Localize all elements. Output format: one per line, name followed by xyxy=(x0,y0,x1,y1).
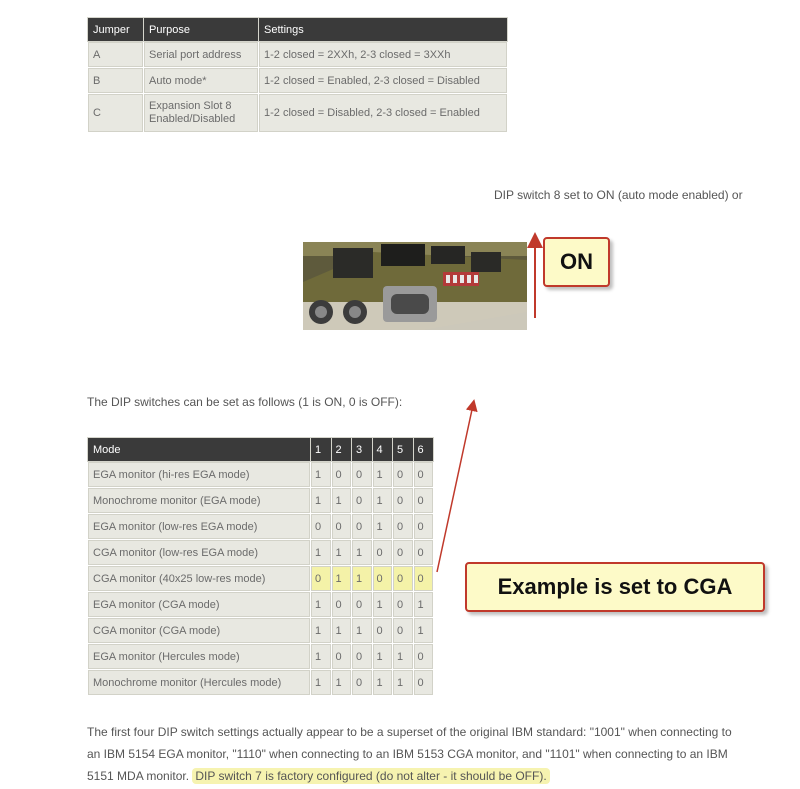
switch-cell: 0 xyxy=(393,618,414,644)
switch-cell: 1 xyxy=(311,592,332,618)
table-row xyxy=(88,42,508,68)
table-row xyxy=(88,68,508,94)
table-row xyxy=(88,488,434,514)
switch-cell: 1 xyxy=(352,566,373,592)
switch-cell: 1 xyxy=(311,618,332,644)
table-row xyxy=(88,670,434,696)
table-cell: 1-2 closed = 2XXh, 2-3 closed = 3XXh xyxy=(259,42,508,68)
mode-cell: EGA monitor (low-res EGA mode) xyxy=(88,514,311,540)
header-switch-5: 5 xyxy=(393,438,414,462)
switch-cell: 0 xyxy=(352,670,373,696)
switch-cell: 1 xyxy=(413,592,434,618)
switch-cell: 0 xyxy=(413,462,434,488)
mode-cell: EGA monitor (hi-res EGA mode) xyxy=(88,462,311,488)
dip-table-header xyxy=(88,438,434,462)
switch-cell: 1 xyxy=(372,462,393,488)
switch-cell: 1 xyxy=(311,644,332,670)
header-switch-6: 6 xyxy=(413,438,434,462)
footer-highlight: DIP switch 7 is factory configured (do not alter - it should be OFF). xyxy=(192,768,549,784)
table-cell: B xyxy=(88,68,144,94)
switch-cell: 0 xyxy=(393,592,414,618)
header-jumper: Jumper xyxy=(88,18,144,42)
switch-cell: 1 xyxy=(311,462,332,488)
switch-cell: 0 xyxy=(413,566,434,592)
switch-cell: 1 xyxy=(311,540,332,566)
mode-cell: CGA monitor (low-res EGA mode) xyxy=(88,540,311,566)
switch-cell: 1 xyxy=(311,488,332,514)
footer-paragraph xyxy=(87,721,747,787)
switch-cell: 0 xyxy=(331,592,352,618)
switch-cell: 0 xyxy=(311,566,332,592)
card-photo xyxy=(303,242,527,330)
switch-cell: 0 xyxy=(372,618,393,644)
purpose-line: Expansion Slot 8 xyxy=(149,100,232,112)
table-cell: C xyxy=(88,94,144,133)
table-row xyxy=(88,514,434,540)
switch-cell: 0 xyxy=(331,644,352,670)
footer-text: The first four DIP switch settings actually appear to be a superset of the original IBM standard: "1001" when connecting to an IBM 5154 EGA monitor, "1110" when connecting to an IBM 5153 CGA monitor, and "1101" when connecting to an IBM 5151 MDA monitor. xyxy=(87,725,732,783)
switch-cell: 1 xyxy=(331,618,352,644)
switch-cell: 0 xyxy=(393,540,414,566)
table-row xyxy=(88,540,434,566)
header-switch-1: 1 xyxy=(311,438,332,462)
mode-cell: CGA monitor (CGA mode) xyxy=(88,618,311,644)
table-row xyxy=(88,566,434,592)
switch-cell: 0 xyxy=(352,592,373,618)
mode-cell: EGA monitor (CGA mode) xyxy=(88,592,311,618)
switch-cell: 0 xyxy=(352,644,373,670)
switch-cell: 0 xyxy=(393,566,414,592)
switch-cell: 0 xyxy=(311,514,332,540)
header-switch-3: 3 xyxy=(352,438,373,462)
cga-arrow xyxy=(437,405,473,572)
table-cell: Serial port address xyxy=(144,42,259,68)
mode-cell: EGA monitor (Hercules mode) xyxy=(88,644,311,670)
jumper-table-header xyxy=(88,18,508,42)
switch-cell: 0 xyxy=(331,462,352,488)
table-cell: Auto mode* xyxy=(144,68,259,94)
switch-cell: 1 xyxy=(372,488,393,514)
dip-switch-table xyxy=(87,437,434,696)
switch-cell: 1 xyxy=(352,618,373,644)
switch-cell: 1 xyxy=(393,644,414,670)
switch-cell: 0 xyxy=(372,540,393,566)
switch-cell: 1 xyxy=(372,644,393,670)
switch-cell: 1 xyxy=(372,592,393,618)
switch-cell: 1 xyxy=(331,670,352,696)
switch-cell: 0 xyxy=(393,514,414,540)
switch-cell: 0 xyxy=(413,540,434,566)
header-settings: Settings xyxy=(259,18,508,42)
table-cell xyxy=(144,94,259,133)
switch-cell: 1 xyxy=(331,566,352,592)
table-cell: A xyxy=(88,42,144,68)
dip-intro: The DIP switches can be set as follows (1 is ON, 0 is OFF): xyxy=(87,395,403,409)
purpose-line: Enabled/Disabled xyxy=(149,113,236,125)
switch-cell: 1 xyxy=(393,670,414,696)
switch-cell: 1 xyxy=(352,540,373,566)
switch-cell: 0 xyxy=(413,488,434,514)
table-cell: 1-2 closed = Enabled, 2-3 closed = Disabled xyxy=(259,68,508,94)
header-purpose: Purpose xyxy=(144,18,259,42)
on-callout: ON xyxy=(543,237,610,287)
switch-cell: 1 xyxy=(372,514,393,540)
table-cell: 1-2 closed = Disabled, 2-3 closed = Enabled xyxy=(259,94,508,133)
header-mode: Mode xyxy=(88,438,311,462)
switch-cell: 1 xyxy=(311,670,332,696)
table-row xyxy=(88,94,508,133)
switch-cell: 0 xyxy=(331,514,352,540)
switch-cell: 1 xyxy=(331,540,352,566)
switch-cell: 1 xyxy=(372,670,393,696)
switch-cell: 0 xyxy=(352,488,373,514)
switch-cell: 0 xyxy=(352,514,373,540)
mode-cell: Monochrome monitor (EGA mode) xyxy=(88,488,311,514)
switch-cell: 0 xyxy=(393,462,414,488)
table-row xyxy=(88,644,434,670)
table-row xyxy=(88,592,434,618)
switch-cell: 1 xyxy=(331,488,352,514)
switch-cell: 0 xyxy=(393,488,414,514)
table-row xyxy=(88,462,434,488)
mode-cell: CGA monitor (40x25 low-res mode) xyxy=(88,566,311,592)
switch-cell: 0 xyxy=(352,462,373,488)
switch-cell: 0 xyxy=(413,644,434,670)
switch-cell: 0 xyxy=(413,670,434,696)
jumper-table xyxy=(87,17,508,133)
mode-cell: Monochrome monitor (Hercules mode) xyxy=(88,670,311,696)
table-row xyxy=(88,618,434,644)
cga-callout: Example is set to CGA xyxy=(465,562,765,612)
header-switch-2: 2 xyxy=(331,438,352,462)
dip8-caption: DIP switch 8 set to ON (auto mode enabled) or xyxy=(494,188,743,202)
switch-cell: 0 xyxy=(413,514,434,540)
switch-cell: 1 xyxy=(413,618,434,644)
switch-cell: 0 xyxy=(372,566,393,592)
header-switch-4: 4 xyxy=(372,438,393,462)
